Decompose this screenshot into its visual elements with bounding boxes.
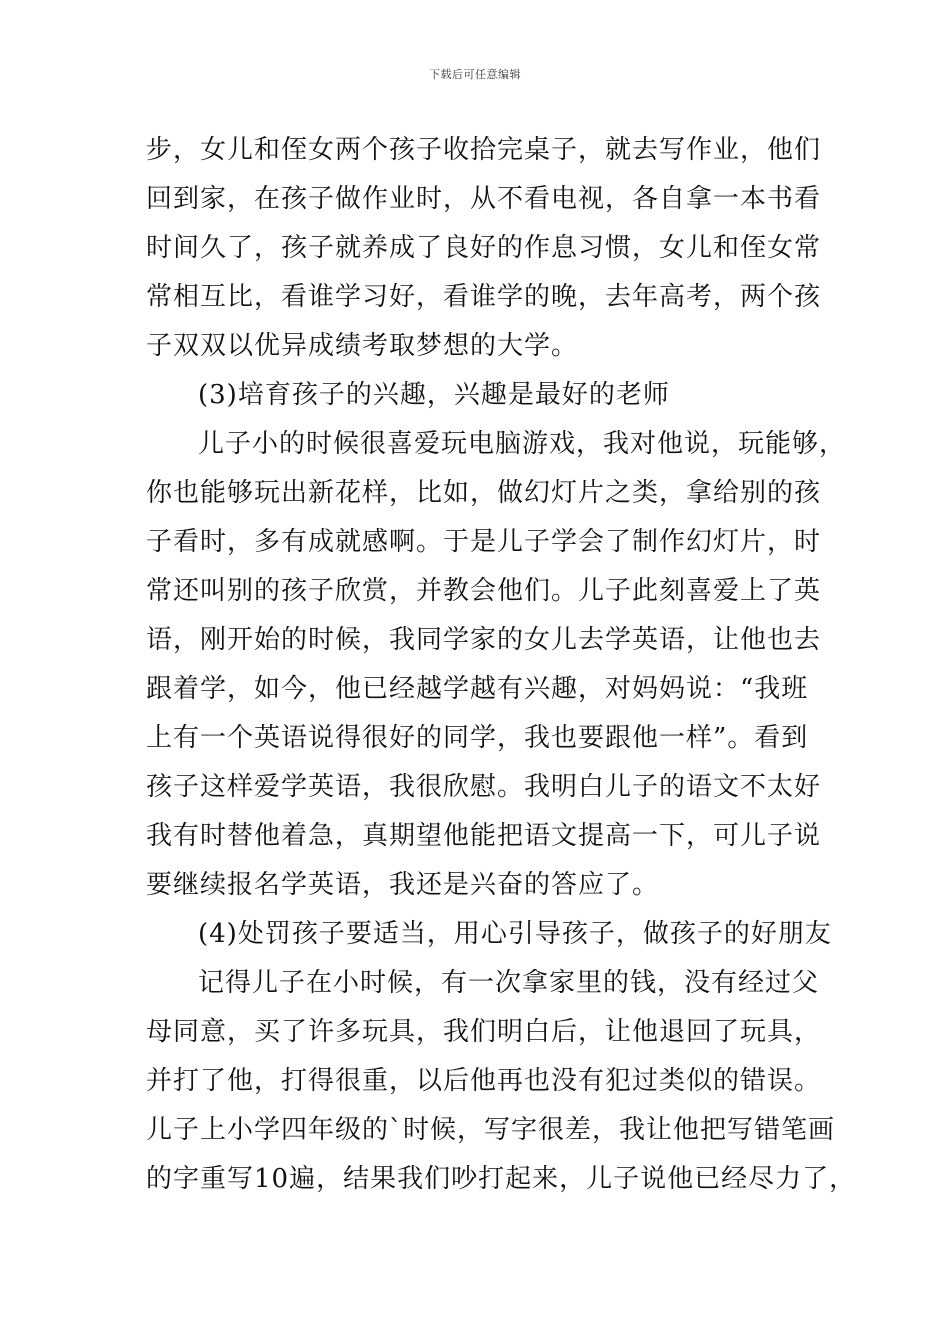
section-heading-3: (3)培育孩子的兴趣，兴趣是最好的老师: [198, 380, 670, 410]
text-line: 我有时替他着急，真期望他能把语文提高一下，可儿子说: [146, 821, 822, 851]
text-line: 时间久了，孩子就养成了良好的作息习惯，女儿和侄女常: [146, 233, 822, 263]
text-line: 儿子上小学四年级的`时候，写字很差，我让他把写错笔画: [146, 1115, 836, 1145]
text-line: 上有一个英语说得很好的同学，我也要跟他一样”。看到: [146, 723, 809, 753]
text-line: 步，女儿和侄女两个孩子收拾完桌子，就去写作业，他们: [146, 135, 822, 165]
text-line: 子看时，多有成就感啊。于是儿子学会了制作幻灯片，时: [146, 527, 822, 557]
section-heading-4: (4)处罚孩子要适当，用心引导孩子，做孩子的好朋友: [198, 919, 832, 949]
text-line: 跟着学，如今，他已经越学越有兴趣，对妈妈说：“我班: [146, 674, 809, 704]
text-line: 回到家，在孩子做作业时，从不看电视，各自拿一本书看: [146, 184, 822, 214]
text-line: 母同意，买了许多玩具，我们明白后，让他退回了玩具，: [146, 1017, 822, 1047]
body-text: [146, 126, 857, 1204]
text-line: 子双双以优异成绩考取梦想的大学。: [146, 331, 579, 361]
paragraph-start: 记得儿子在小时候，有一次拿家里的钱，没有经过父: [198, 968, 820, 998]
text-line: 的字重写10遍，结果我们吵打起来，儿子说他已经尽力了，: [146, 1164, 857, 1194]
text-line: 并打了他，打得很重，以后他再也没有犯过类似的错误。: [146, 1066, 822, 1096]
text-line: 要继续报名学英语，我还是兴奋的答应了。: [146, 870, 660, 900]
text-line: 你也能够玩出新花样，比如，做幻灯片之类，拿给别的孩: [146, 478, 822, 508]
header-note: 下载后可任意编辑: [429, 68, 521, 81]
text-line: 常相互比，看谁学习好，看谁学的晚，去年高考，两个孩: [146, 282, 822, 312]
paragraph-start: 儿子小的时候很喜爱玩电脑游戏，我对他说，玩能够，: [198, 429, 847, 459]
text-line: 孩子这样爱学英语，我很欣慰。我明白儿子的语文不太好: [146, 772, 822, 802]
text-line: 常还叫别的孩子欣赏，并教会他们。儿子此刻喜爱上了英: [146, 576, 822, 606]
text-line: 语，刚开始的时候，我同学家的女儿去学英语，让他也去: [146, 625, 822, 655]
